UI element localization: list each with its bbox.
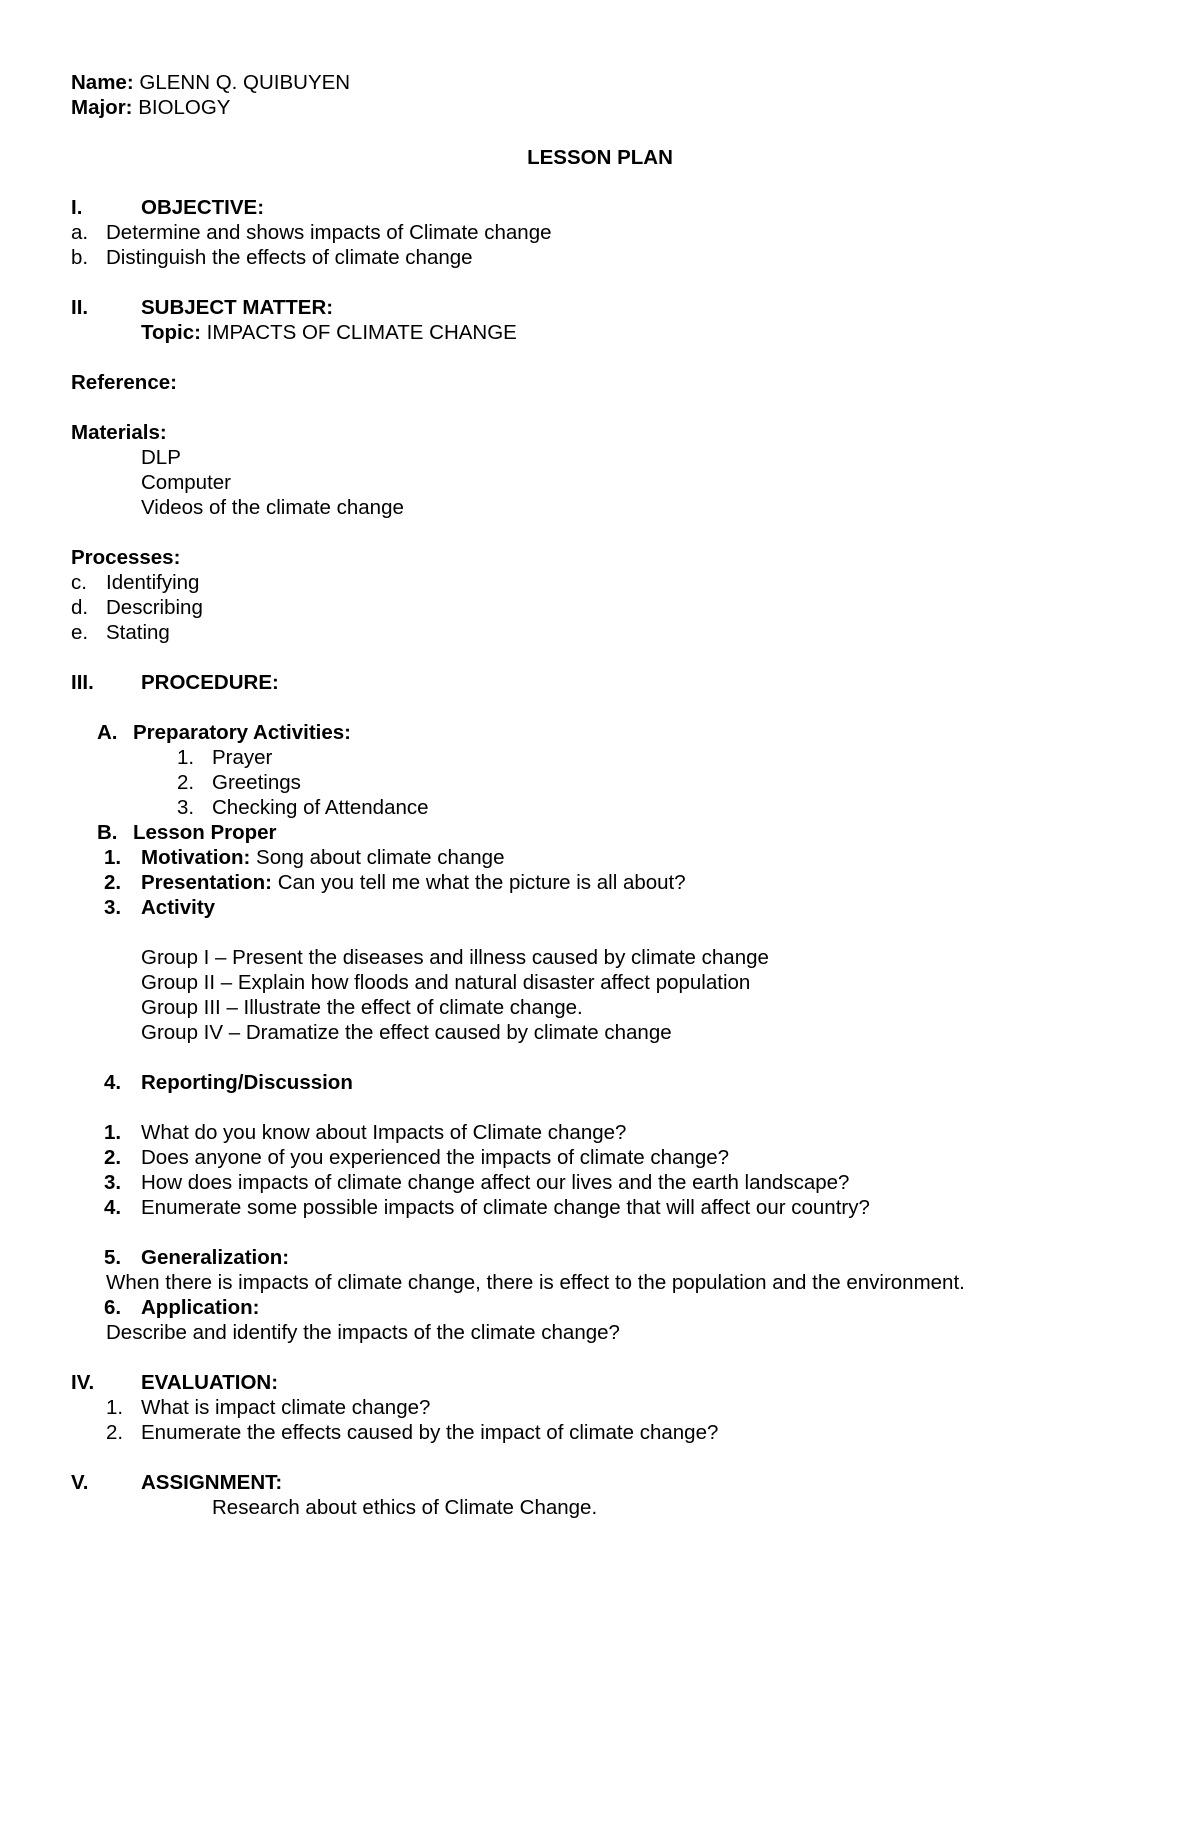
- prep-item-marker: 2.: [177, 771, 195, 794]
- evaluation-heading: EVALUATION:: [141, 1371, 279, 1394]
- material-item: Videos of the climate change: [141, 496, 404, 519]
- objective-item-text: Determine and shows impacts of Climate change: [106, 221, 552, 244]
- prep-item-text: Prayer: [212, 746, 273, 769]
- reference-label: Reference:: [71, 371, 177, 394]
- assignment-heading: ASSIGNMENT:: [141, 1471, 283, 1494]
- prep-item-marker: 3.: [177, 796, 195, 819]
- process-text: Stating: [106, 621, 170, 644]
- generalization-text: When there is impacts of climate change, there is effect to the population and the environment.: [106, 1271, 965, 1294]
- subject-matter-heading: SUBJECT MATTER:: [141, 296, 334, 319]
- application-label: Application:: [141, 1296, 260, 1319]
- presentation-marker: 2.: [104, 871, 122, 894]
- reporting-marker: 4.: [104, 1071, 122, 1094]
- question-text: How does impacts of climate change affect our lives and the earth landscape?: [141, 1171, 850, 1194]
- assignment-text: Research about ethics of Climate Change.: [212, 1496, 598, 1519]
- evaluation-item-text: Enumerate the effects caused by the impact of climate change?: [141, 1421, 719, 1444]
- topic-label: Topic:: [141, 321, 201, 344]
- question-marker: 1.: [104, 1121, 122, 1144]
- lesson-proper-heading: Lesson Proper: [133, 821, 277, 844]
- application-marker: 6.: [104, 1296, 122, 1319]
- prep-item-marker: 1.: [177, 746, 195, 769]
- prep-marker: A.: [97, 721, 118, 744]
- process-marker: c.: [71, 571, 87, 594]
- question-text: Does anyone of you experienced the impacts of climate change?: [141, 1146, 730, 1169]
- procedure-numeral: III.: [71, 671, 94, 694]
- question-marker: 2.: [104, 1146, 122, 1169]
- major-line: [71, 96, 230, 120]
- group-item: Group II – Explain how floods and natural disaster affect population: [141, 971, 751, 994]
- motivation-line: Motivation: Song about climate change: [141, 846, 505, 869]
- evaluation-item-marker: 1.: [106, 1396, 124, 1419]
- name-line: [71, 71, 350, 95]
- material-item: DLP: [141, 446, 181, 469]
- question-marker: 3.: [104, 1171, 122, 1194]
- question-marker: 4.: [104, 1196, 122, 1219]
- activity-marker: 3.: [104, 896, 122, 919]
- group-item: Group I – Present the diseases and illness caused by climate change: [141, 946, 769, 969]
- procedure-heading: PROCEDURE:: [141, 671, 279, 694]
- process-text: Describing: [106, 596, 203, 619]
- lesson-proper-marker: B.: [97, 821, 118, 844]
- topic-line: [141, 321, 517, 345]
- group-item: Group IV – Dramatize the effect caused by climate change: [141, 1021, 672, 1044]
- evaluation-item-text: What is impact climate change?: [141, 1396, 431, 1419]
- assignment-numeral: V.: [71, 1471, 89, 1494]
- application-text: Describe and identify the impacts of the climate change?: [106, 1321, 620, 1344]
- evaluation-numeral: IV.: [71, 1371, 95, 1394]
- question-text: Enumerate some possible impacts of climate change that will affect our country?: [141, 1196, 870, 1219]
- prep-item-text: Greetings: [212, 771, 301, 794]
- objective-item-text: Distinguish the effects of climate change: [106, 246, 473, 269]
- presentation-line: Presentation: Can you tell me what the picture is all about?: [141, 871, 686, 894]
- objective-item-marker: a.: [71, 221, 89, 244]
- topic-value: IMPACTS OF CLIMATE CHANGE: [206, 321, 517, 344]
- processes-label: Processes:: [71, 546, 181, 569]
- reporting-label: Reporting/Discussion: [141, 1071, 353, 1094]
- name-value: GLENN Q. QUIBUYEN: [139, 71, 351, 94]
- major-value: BIOLOGY: [138, 96, 231, 119]
- material-item: Computer: [141, 471, 232, 494]
- group-item: Group III – Illustrate the effect of climate change.: [141, 996, 583, 1019]
- motivation-marker: 1.: [104, 846, 122, 869]
- prep-item-text: Checking of Attendance: [212, 796, 429, 819]
- objective-item-marker: b.: [71, 246, 89, 269]
- evaluation-item-marker: 2.: [106, 1421, 124, 1444]
- generalization-label: Generalization:: [141, 1246, 290, 1269]
- materials-label: Materials:: [71, 421, 167, 444]
- page-title: LESSON PLAN: [527, 146, 673, 169]
- subject-matter-numeral: II.: [71, 296, 89, 319]
- question-text: What do you know about Impacts of Climate change?: [141, 1121, 627, 1144]
- objective-heading: OBJECTIVE:: [141, 196, 265, 219]
- process-marker: e.: [71, 621, 89, 644]
- activity-label: Activity: [141, 896, 216, 919]
- prep-heading: Preparatory Activities:: [133, 721, 351, 744]
- process-text: Identifying: [106, 571, 200, 594]
- objective-numeral: I.: [71, 196, 83, 219]
- generalization-marker: 5.: [104, 1246, 122, 1269]
- major-label: Major:: [71, 96, 133, 119]
- process-marker: d.: [71, 596, 89, 619]
- name-label: Name:: [71, 71, 134, 94]
